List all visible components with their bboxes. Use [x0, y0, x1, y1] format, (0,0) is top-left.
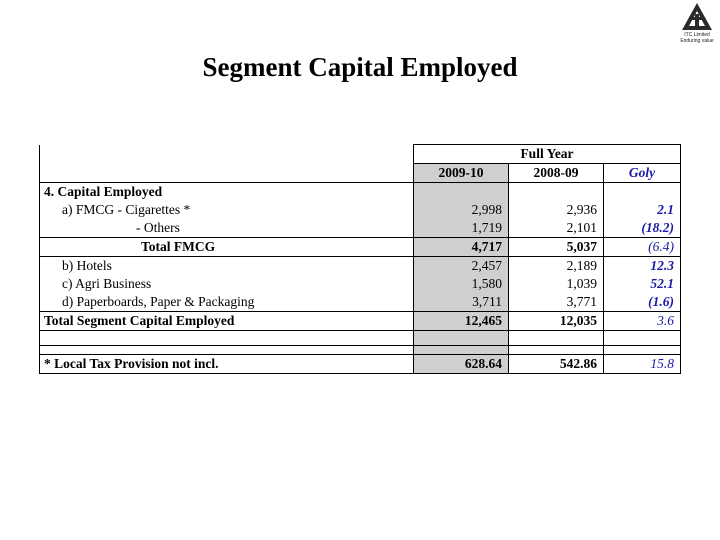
value-goly: 52.1 — [604, 275, 681, 293]
row-label: Total FMCG — [40, 238, 414, 257]
value-2008-09: 2,936 — [509, 201, 604, 219]
header-blank-cell — [40, 145, 414, 164]
logo-text-tagline: Enduring value — [680, 38, 714, 44]
table-header-row-years — [40, 164, 681, 183]
value-goly: (1.6) — [604, 293, 681, 312]
value-goly: (6.4) — [604, 238, 681, 257]
separator-row — [40, 346, 681, 355]
value-2008-09: 5,037 — [509, 238, 604, 257]
value-goly: 12.3 — [604, 257, 681, 276]
row-label: Total Segment Capital Employed — [40, 312, 414, 331]
value-2009-10: 1,580 — [414, 275, 509, 293]
value-2008-09: 3,771 — [509, 293, 604, 312]
column-header-goly: Goly — [604, 164, 681, 183]
full-year-header: Full Year — [414, 145, 681, 164]
separator-row — [40, 331, 681, 346]
value-2009-10: 628.64 — [414, 355, 509, 374]
column-header-2009-10: 2009-10 — [414, 164, 509, 183]
itc-logo-icon — [681, 2, 713, 32]
row-label: b) Hotels — [40, 257, 414, 276]
value-goly: (18.2) — [604, 219, 681, 238]
value-2008-09: 2,101 — [509, 219, 604, 238]
section-title: 4. Capital Employed — [40, 183, 414, 202]
page-title: Segment Capital Employed — [202, 52, 518, 82]
row-label: c) Agri Business — [40, 275, 414, 293]
value-2009-10: 3,711 — [414, 293, 509, 312]
value-2008-09: 1,039 — [509, 275, 604, 293]
value-2009-10: 4,717 — [414, 238, 509, 257]
table-row — [40, 257, 681, 276]
row-label: a) FMCG - Cigarettes * — [40, 201, 414, 219]
table-row — [40, 275, 681, 293]
table-row — [40, 293, 681, 312]
value-goly: 3.6 — [604, 312, 681, 331]
value-2009-10: 1,719 — [414, 219, 509, 238]
value-2008-09: 542.86 — [509, 355, 604, 374]
header-blank-cell — [40, 164, 414, 183]
column-header-2008-09: 2008-09 — [509, 164, 604, 183]
footnote-label: * Local Tax Provision not incl. — [40, 355, 414, 374]
value-2009-10: 2,457 — [414, 257, 509, 276]
value-2008-09: 2,189 — [509, 257, 604, 276]
logo-text-company: ITC Limited — [684, 32, 710, 38]
table-row — [40, 219, 681, 238]
value-goly: 15.8 — [604, 355, 681, 374]
itc-logo — [676, 2, 718, 50]
row-label: - Others — [40, 219, 414, 238]
value-goly: 2.1 — [604, 201, 681, 219]
value-2009-10: 2,998 — [414, 201, 509, 219]
table-row — [40, 201, 681, 219]
value-2008-09: 12,035 — [509, 312, 604, 331]
table-row-total-fmcg — [40, 238, 681, 257]
table-header-row-group — [40, 145, 681, 164]
section-title-row — [40, 183, 681, 202]
value-2009-10: 12,465 — [414, 312, 509, 331]
table-row-total-segment — [40, 312, 681, 331]
row-label: d) Paperboards, Paper & Packaging — [40, 293, 414, 312]
segment-capital-table — [39, 144, 681, 374]
table-row-footnote — [40, 355, 681, 374]
